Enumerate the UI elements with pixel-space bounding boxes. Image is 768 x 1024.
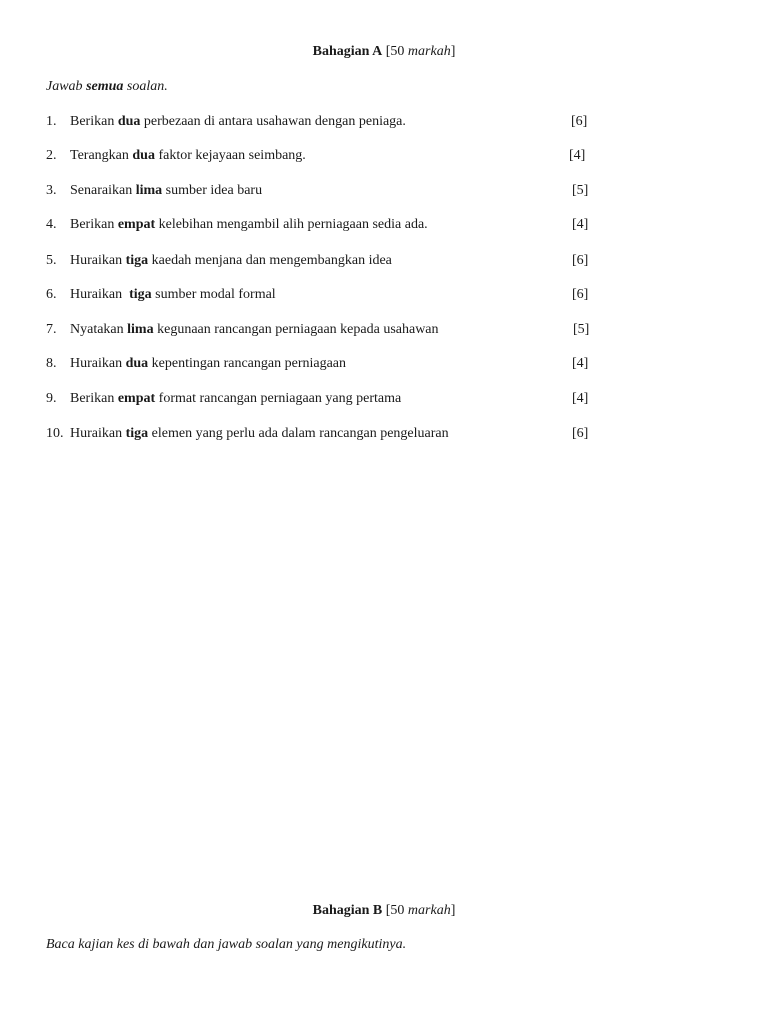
question-number: 2. [46,148,57,163]
question-text-bold: empat [117,217,156,232]
instruction-post: soalan. [123,79,168,94]
question-item [0,148,768,168]
section-b-title: Bahagian B [312,903,383,918]
question-text-bold: dua [125,356,149,371]
question-text-bold: dua [132,148,155,163]
question-item [0,391,768,411]
instruction-pre: Jawab [46,79,87,94]
question-item [0,287,768,307]
question-text [70,183,262,199]
question-mark: [6] [572,253,589,268]
question-text-pre: Berikan [70,391,118,406]
question-mark: [6] [572,287,589,302]
question-text-pre: Huraikan [70,426,126,441]
section-b-heading [0,903,768,919]
question-text-post: perbezaan di antara usahawan dengan peniaga. [140,114,406,129]
question-number: 3. [46,183,57,198]
question-text-pre: Berikan [70,217,118,232]
question-text-bold: empat [117,391,156,406]
question-text-pre: Nyatakan [70,322,128,337]
section-b-marks-prefix: [50 [385,903,408,918]
question-mark: [4] [572,217,589,232]
question-mark: [6] [572,426,589,441]
question-text-post: sumber modal formal [151,287,276,302]
question-text [70,287,276,303]
question-mark: [4] [569,148,586,163]
question-item [0,183,768,203]
question-text-bold: tiga [125,253,149,268]
question-text-bold: dua [117,114,141,129]
section-a-marks-word: markah [407,44,451,59]
question-text-bold: tiga [125,426,149,441]
question-item [0,322,768,342]
question-text-pre: Senaraikan [70,183,136,198]
question-item [0,356,768,376]
section-a-instruction [46,79,168,95]
question-text-pre: Berikan [70,114,118,129]
question-text [70,391,401,407]
instruction-bold: semua [86,79,124,94]
question-mark: [4] [572,356,589,371]
section-a-title: Bahagian A [312,44,383,59]
question-item [0,426,768,446]
question-text-post: sumber idea baru [162,183,263,198]
question-item [0,114,768,134]
section-b-marks-word: markah [407,903,451,918]
question-text-pre: Terangkan [70,148,133,163]
question-text-bold: lima [127,322,154,337]
question-item [0,217,768,237]
question-text-post: elemen yang perlu ada dalam rancangan pengeluaran [148,426,449,441]
section-b-instruction: Baca kajian kes di bawah dan jawab soalan yang mengikutinya. [46,937,407,952]
question-number: 4. [46,217,57,232]
question-text [70,148,306,164]
question-text-post: kelebihan mengambil alih perniagaan sedia ada. [155,217,428,232]
question-number: 6. [46,287,57,302]
question-text-bold: tiga [129,287,152,302]
question-mark: [6] [571,114,588,129]
question-text-post: kepentingan rancangan perniagaan [148,356,347,371]
section-a-marks-suffix: ] [450,44,456,59]
question-text-post: kegunaan rancangan perniagaan kepada usahawan [153,322,439,337]
question-text [70,356,346,372]
question-number: 5. [46,253,57,268]
question-text-bold: lima [135,183,163,198]
question-text-post: kaedah menjana dan mengembangkan idea [148,253,392,268]
question-number: 8. [46,356,57,371]
question-item [0,253,768,273]
question-number: 9. [46,391,57,406]
question-text [70,426,449,442]
section-a-heading [0,44,768,60]
question-text [70,217,428,233]
question-number: 10. [46,426,64,441]
question-text-post: format rancangan perniagaan yang pertama [155,391,402,406]
question-mark: [5] [573,322,590,337]
question-mark: [5] [572,183,589,198]
question-text [70,114,406,130]
question-text [70,253,392,269]
section-a-marks-prefix: [50 [385,44,408,59]
question-text-post: faktor kejayaan seimbang. [154,148,306,163]
question-text-pre: Huraikan [70,287,130,302]
question-text [70,322,439,338]
question-text-pre: Huraikan [70,356,126,371]
question-number: 1. [46,114,57,129]
question-text-pre: Huraikan [70,253,126,268]
section-b-marks-suffix: ] [450,903,456,918]
question-mark: [4] [572,391,589,406]
question-number: 7. [46,322,57,337]
